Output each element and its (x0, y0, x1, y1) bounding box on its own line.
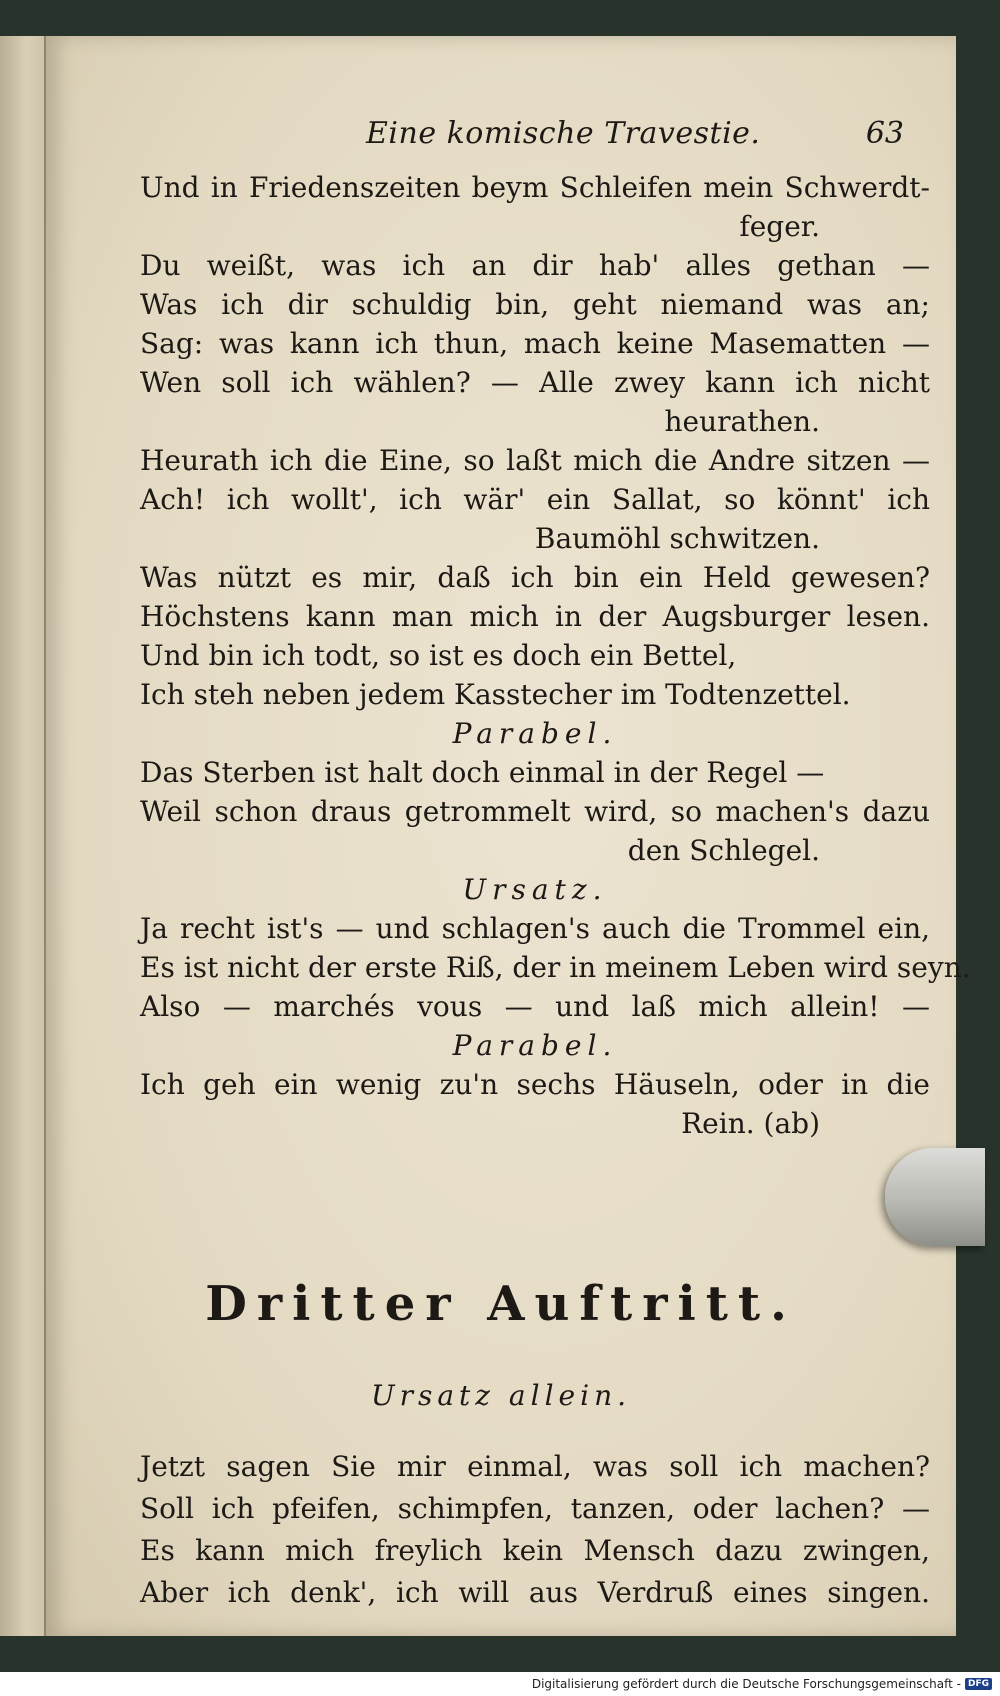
text-line: feger. (739, 210, 820, 243)
text-line: Jetzt sagen Sie mir einmal, was soll ich machen? (140, 1450, 930, 1483)
text-line: Es kann mich freylich kein Mensch dazu zwingen, (140, 1534, 930, 1567)
dfg-logo: DFG (965, 1678, 992, 1690)
text-line: Rein. (ab) (681, 1107, 820, 1140)
text-line: Also — marchés vous — und laß mich allein! — (140, 990, 930, 1023)
text-line: Du weißt, was ich an dir hab' alles gethan — (140, 249, 930, 282)
text-line: Ach! ich wollt', ich wär' ein Sallat, so könnt' ich (140, 483, 930, 516)
text-line: Was nützt es mir, daß ich bin ein Held gewesen? (140, 561, 930, 594)
text-line: Das Sterben ist halt doch einmal in der Regel — (140, 756, 825, 789)
book-page (46, 36, 971, 1636)
text-line: Weil schon draus getrommelt wird, so machen's dazu (140, 795, 930, 828)
text-line: Heurath ich die Eine, so laßt mich die Andre sitzen — (140, 444, 930, 477)
text-line: Es ist nicht der erste Riß, der in meinem Leben wird seyn. (140, 951, 971, 984)
speaker-name: Parabel. (452, 1029, 618, 1062)
page-clip (885, 1148, 985, 1246)
text-line: heurathen. (664, 405, 820, 438)
text-line: Ich steh neben jedem Kasstecher im Todtenzettel. (140, 678, 851, 711)
text-line: Was ich dir schuldig bin, geht niemand was an; (140, 288, 930, 321)
text-line: Höchstens kann man mich in der Augsburger lesen. (140, 600, 930, 633)
text-line: Wen soll ich wählen? — Alle zwey kann ich nicht (140, 366, 930, 399)
footer-bar (0, 1672, 1000, 1696)
text-line: Und in Friedenszeiten beym Schleifen mein Schwerdt- (140, 171, 930, 204)
running-header (366, 116, 904, 151)
text-line: Aber ich denk', ich will aus Verdruß eines singen. (140, 1576, 930, 1609)
text-line: Baumöhl schwitzen. (534, 522, 820, 555)
scene-title: Dritter Auftritt. (205, 1276, 797, 1332)
verse-text-block-2 (140, 1446, 930, 1614)
text-line: Ich geh ein wenig zu'n sechs Häuseln, oder in die (140, 1068, 930, 1101)
text-line: den Schlegel. (627, 834, 820, 867)
footer-credit: Digitalisierung gefördert durch die Deutsche Forschungsgemeinschaft - (531, 1677, 961, 1691)
left-page-edge (0, 36, 46, 1636)
page-number: 63 (865, 116, 904, 151)
speaker-name: Parabel. (452, 717, 618, 750)
text-line: Soll ich pfeifen, schimpfen, tanzen, oder lachen? — (140, 1492, 930, 1525)
scene-subtitle: Ursatz allein. (370, 1379, 631, 1412)
running-title: Eine komische Travestie. (366, 116, 761, 151)
text-line: Und bin ich todt, so ist es doch ein Bettel, (140, 639, 737, 672)
text-line: Sag: was kann ich thun, mach keine Masematten — (140, 327, 930, 360)
verse-text-block (140, 168, 971, 1143)
speaker-name: Ursatz. (462, 873, 608, 906)
text-line: Ja recht ist's — und schlagen's auch die Trommel ein, (140, 912, 930, 945)
